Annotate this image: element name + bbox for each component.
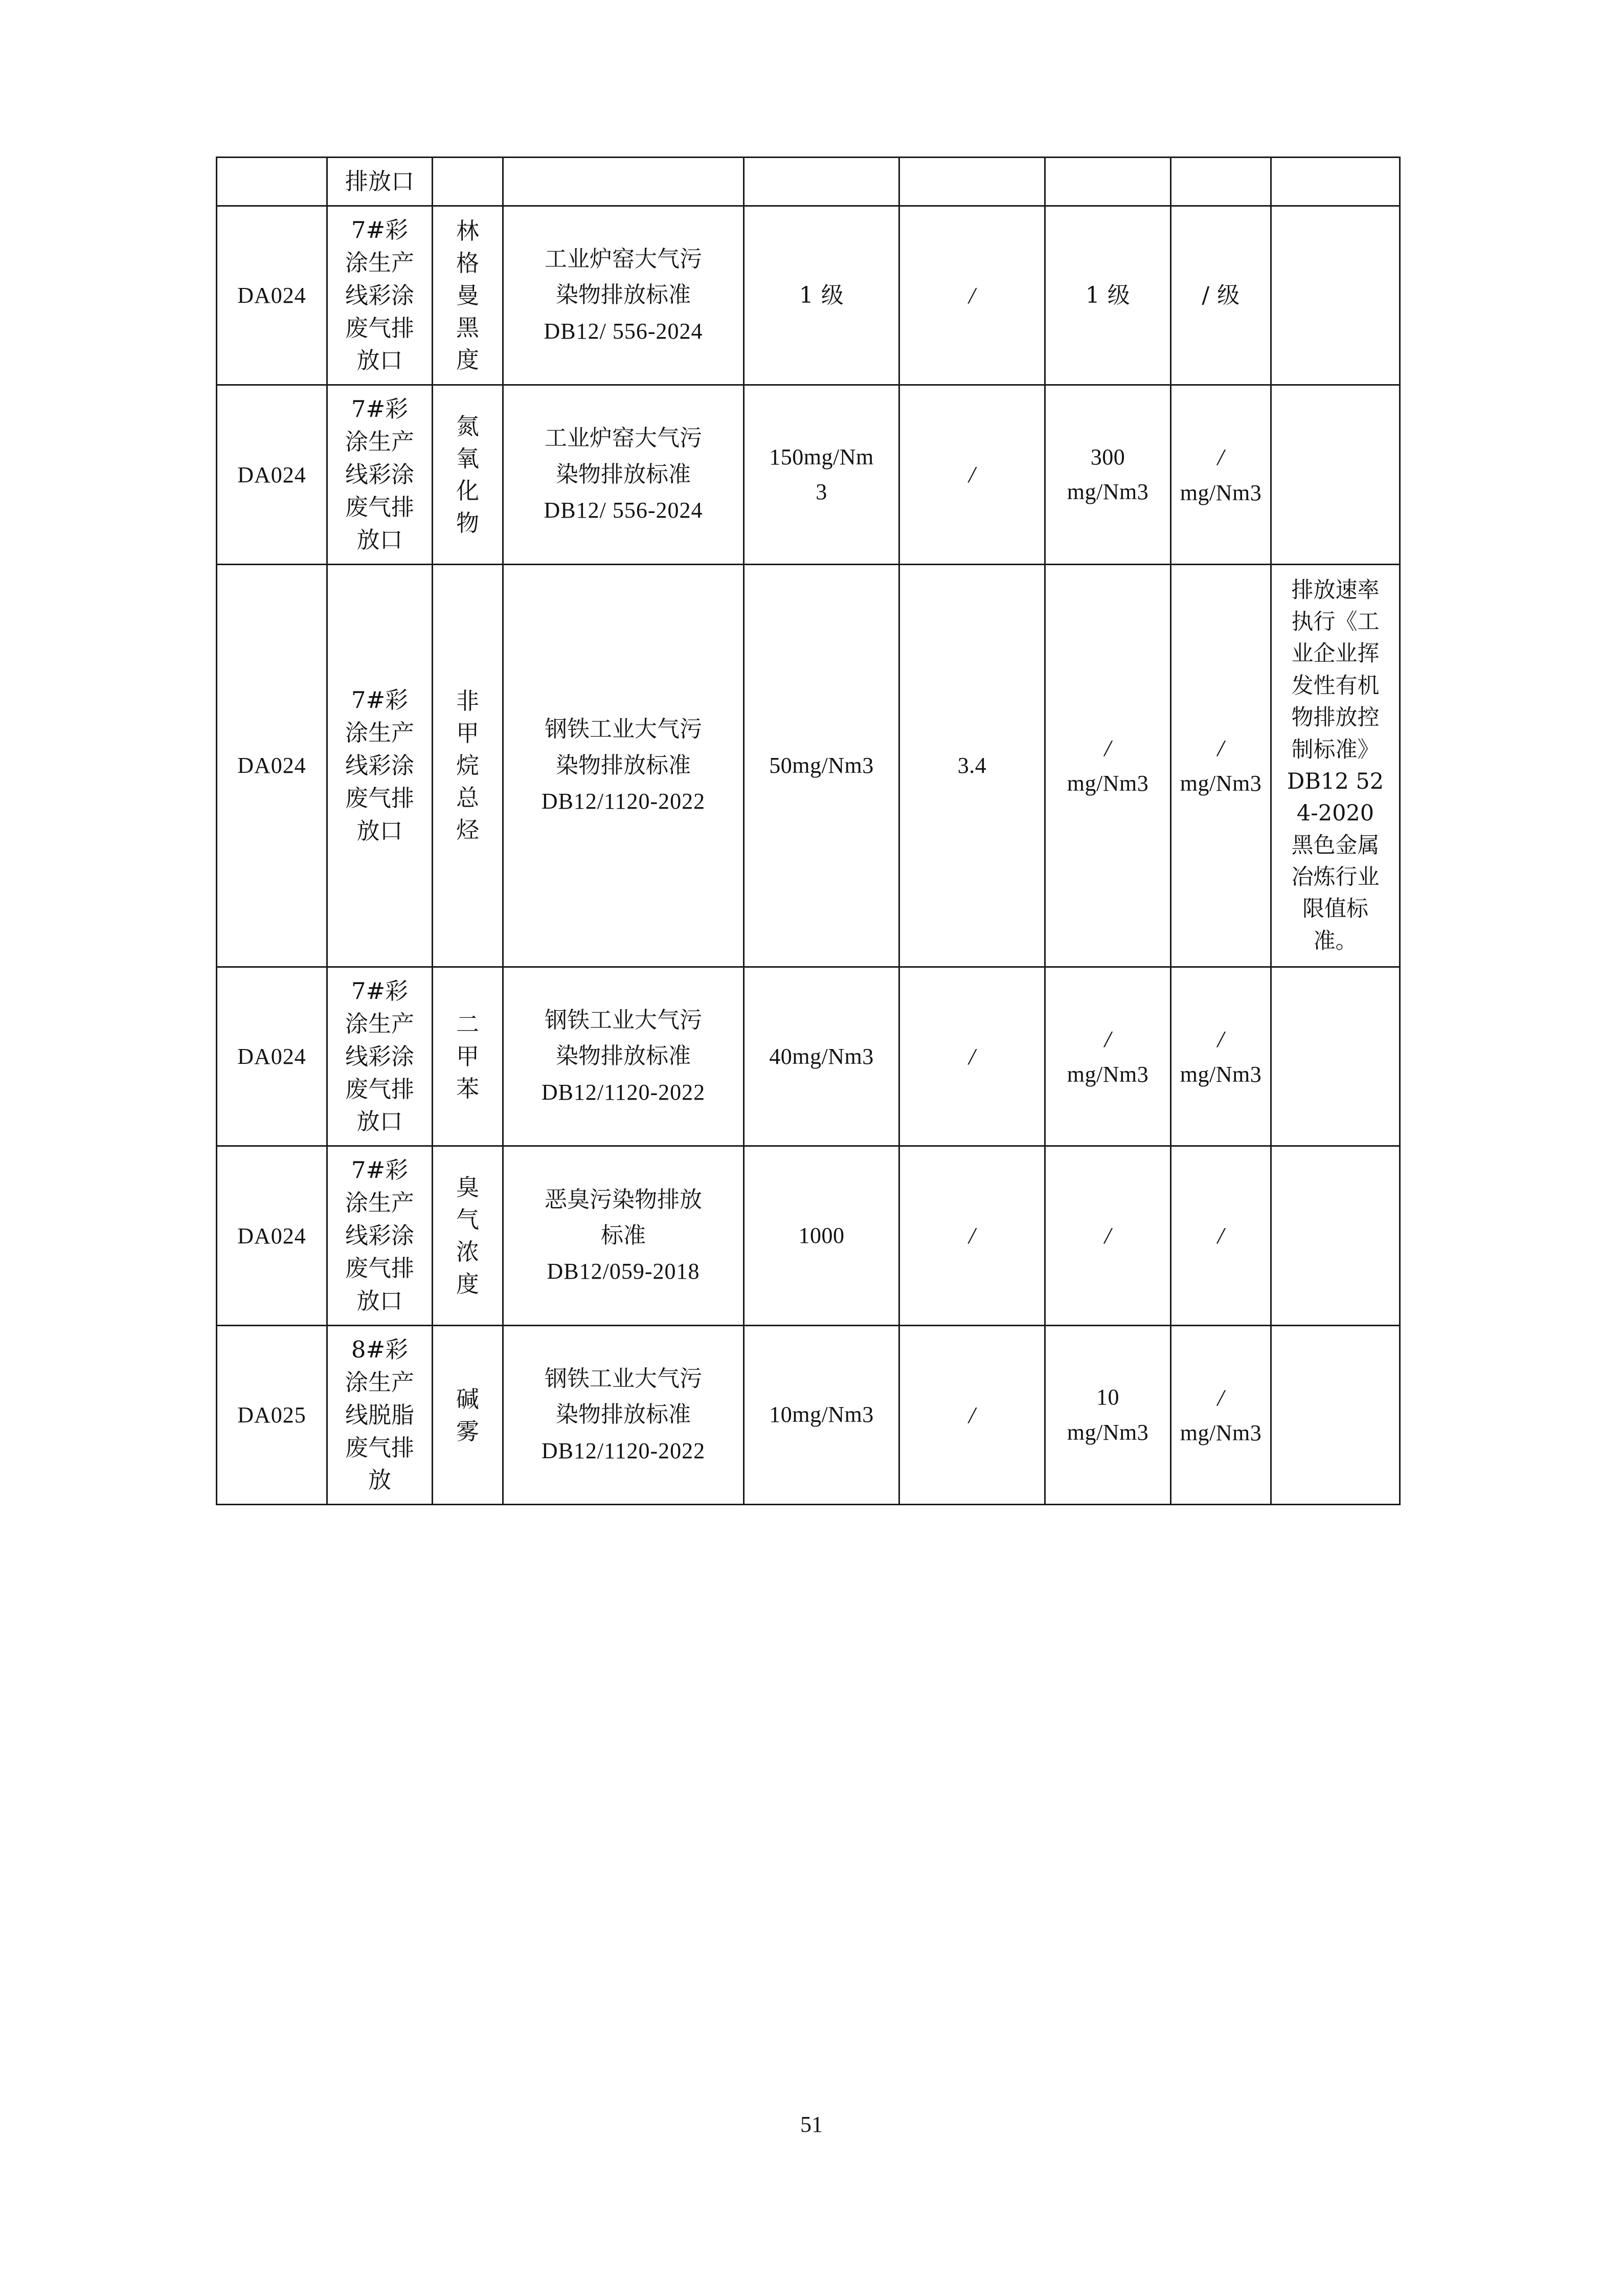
cell-pollutant bbox=[433, 1146, 503, 1325]
cell-rate bbox=[899, 385, 1045, 564]
emission-standards-table bbox=[216, 157, 1401, 1505]
cell-value-b bbox=[1171, 1146, 1271, 1325]
standard-text: 恶臭污染物排放 标准 DB12/059-2018 bbox=[545, 1186, 702, 1284]
cell-outlet-name bbox=[327, 564, 433, 967]
empty-cell bbox=[1272, 171, 1399, 192]
cell-remark bbox=[1271, 1325, 1400, 1504]
cell-remark bbox=[1271, 1146, 1400, 1325]
cell-standard bbox=[503, 385, 744, 564]
cell-standard bbox=[503, 1325, 744, 1504]
cell-value: / mg/Nm3 bbox=[1180, 444, 1262, 505]
cell-remark bbox=[1271, 385, 1400, 564]
cell-value: 1000 bbox=[798, 1223, 845, 1248]
table-row bbox=[217, 385, 1400, 564]
table-row bbox=[217, 158, 1400, 206]
emission-standards-table-body bbox=[217, 158, 1400, 1505]
cell-value-b bbox=[1171, 564, 1271, 967]
cell-outlet-code bbox=[217, 967, 327, 1146]
outlet-name-text: 7#彩涂生产线彩涂废气排放口 bbox=[345, 977, 414, 1135]
empty-cell bbox=[1272, 1046, 1399, 1067]
table-row bbox=[217, 1146, 1400, 1325]
cell-limit bbox=[744, 206, 899, 385]
cell-value-a bbox=[1045, 1146, 1171, 1325]
cell-limit bbox=[744, 385, 899, 564]
remark-text: 排放速率执行《工业企业挥发性有机物排放控制标准》DB12 524-2020 黑色金属冶炼行业限值标准。 bbox=[1287, 577, 1384, 954]
cell-outlet-code bbox=[217, 158, 327, 206]
empty-cell bbox=[1272, 464, 1399, 485]
cell-value-b bbox=[1171, 967, 1271, 1146]
cell-value: 10 mg/Nm3 bbox=[1067, 1385, 1149, 1445]
pollutant-text: 非甲烷总烃 bbox=[456, 687, 479, 844]
cell-outlet-code bbox=[217, 564, 327, 967]
outlet-name-text: 7#彩涂生产线彩涂废气排放口 bbox=[345, 1156, 414, 1314]
cell-value: / bbox=[968, 1043, 976, 1069]
cell-outlet-code bbox=[217, 1325, 327, 1504]
standard-text: 钢铁工业大气污 染物排放标准 DB12/1120-2022 bbox=[541, 716, 706, 814]
cell-value: / mg/Nm3 bbox=[1067, 735, 1149, 796]
cell-value: 40mg/Nm3 bbox=[769, 1043, 874, 1069]
outlet-name-text: 7#彩涂生产线彩涂废气排放口 bbox=[345, 216, 414, 374]
cell-limit bbox=[744, 1325, 899, 1504]
table-row bbox=[217, 564, 1400, 967]
cell-rate bbox=[899, 967, 1045, 1146]
cell-outlet-name bbox=[327, 967, 433, 1146]
cell-standard bbox=[503, 967, 744, 1146]
cell-limit bbox=[744, 1146, 899, 1325]
cell-remark bbox=[1271, 206, 1400, 385]
empty-cell bbox=[1272, 1405, 1399, 1425]
outlet-name-text: 7#彩涂生产线彩涂废气排放口 bbox=[345, 395, 414, 553]
cell-value: / bbox=[1217, 1222, 1225, 1249]
outlet-name-text: 排放口 bbox=[345, 168, 414, 195]
outlet-code-text: DA024 bbox=[237, 462, 306, 487]
pollutant-text: 碱雾 bbox=[456, 1385, 479, 1445]
standard-text: 工业炉窑大气污 染物排放标准 DB12/ 556-2024 bbox=[544, 425, 703, 523]
cell-value: / bbox=[1104, 1222, 1112, 1249]
empty-cell bbox=[900, 171, 1044, 192]
cell-value: / bbox=[968, 461, 976, 488]
cell-value-a bbox=[1045, 967, 1171, 1146]
cell-limit bbox=[744, 564, 899, 967]
cell-standard bbox=[503, 158, 744, 206]
cell-pollutant bbox=[433, 158, 503, 206]
emission-standards-table-wrapper bbox=[216, 157, 1399, 1505]
pollutant-text: 臭气浓度 bbox=[456, 1174, 479, 1298]
empty-cell bbox=[1046, 171, 1170, 192]
page-number: 51 bbox=[800, 2112, 823, 2137]
cell-outlet-code bbox=[217, 206, 327, 385]
cell-value: / mg/Nm3 bbox=[1067, 1026, 1149, 1087]
outlet-code-text: DA024 bbox=[237, 283, 306, 308]
cell-value: 150mg/Nm 3 bbox=[769, 444, 874, 505]
cell-value: / bbox=[968, 282, 976, 308]
cell-value: 50mg/Nm3 bbox=[769, 752, 874, 778]
cell-outlet-code bbox=[217, 385, 327, 564]
cell-outlet-name bbox=[327, 206, 433, 385]
cell-value-b bbox=[1171, 385, 1271, 564]
table-row bbox=[217, 1325, 1400, 1504]
cell-value-a bbox=[1045, 158, 1171, 206]
cell-value: 10mg/Nm3 bbox=[769, 1402, 874, 1428]
pollutant-text: 二甲苯 bbox=[456, 1011, 479, 1103]
empty-cell bbox=[433, 171, 502, 192]
cell-rate bbox=[899, 564, 1045, 967]
outlet-code-text: DA024 bbox=[237, 753, 306, 778]
cell-pollutant bbox=[433, 385, 503, 564]
empty-cell bbox=[1171, 171, 1270, 192]
empty-cell bbox=[745, 171, 898, 192]
cell-rate bbox=[899, 1325, 1045, 1504]
outlet-code-text: DA025 bbox=[237, 1402, 306, 1428]
empty-cell bbox=[504, 171, 743, 192]
cell-value: / bbox=[968, 1401, 976, 1428]
cell-value: 1 级 bbox=[799, 282, 844, 308]
cell-pollutant bbox=[433, 967, 503, 1146]
cell-value: / mg/Nm3 bbox=[1180, 1384, 1262, 1446]
cell-rate bbox=[899, 1146, 1045, 1325]
cell-value-b bbox=[1171, 158, 1271, 206]
cell-outlet-name bbox=[327, 1146, 433, 1325]
cell-value: 1 级 bbox=[1085, 282, 1131, 308]
empty-cell bbox=[1272, 285, 1399, 306]
cell-pollutant bbox=[433, 1325, 503, 1504]
cell-pollutant bbox=[433, 564, 503, 967]
cell-value: / bbox=[968, 1222, 976, 1249]
empty-cell bbox=[217, 171, 326, 192]
cell-value: 300 mg/Nm3 bbox=[1067, 444, 1149, 505]
cell-outlet-code bbox=[217, 1146, 327, 1325]
outlet-name-text: 7#彩涂生产线彩涂废气排放口 bbox=[345, 686, 414, 844]
pollutant-text: 氮氧化物 bbox=[456, 413, 479, 537]
cell-value-a bbox=[1045, 1325, 1171, 1504]
cell-value-a bbox=[1045, 385, 1171, 564]
cell-limit bbox=[744, 158, 899, 206]
pollutant-text: 林格曼黑度 bbox=[456, 217, 479, 374]
cell-value: / mg/Nm3 bbox=[1180, 735, 1262, 796]
standard-text: 钢铁工业大气污 染物排放标准 DB12/1120-2022 bbox=[541, 1365, 706, 1463]
cell-remark bbox=[1271, 158, 1400, 206]
cell-rate bbox=[899, 206, 1045, 385]
standard-text: 工业炉窑大气污 染物排放标准 DB12/ 556-2024 bbox=[544, 246, 703, 344]
cell-limit bbox=[744, 967, 899, 1146]
empty-cell bbox=[1272, 1225, 1399, 1246]
cell-outlet-name bbox=[327, 158, 433, 206]
standard-text: 钢铁工业大气污 染物排放标准 DB12/1120-2022 bbox=[541, 1007, 706, 1105]
cell-remark bbox=[1271, 967, 1400, 1146]
cell-pollutant bbox=[433, 206, 503, 385]
outlet-name-text: 8#彩涂生产线脱脂废气排放 bbox=[345, 1335, 414, 1494]
table-row bbox=[217, 206, 1400, 385]
cell-value-b bbox=[1171, 1325, 1271, 1504]
table-row bbox=[217, 967, 1400, 1146]
outlet-code-text: DA024 bbox=[237, 1044, 306, 1069]
cell-value-a bbox=[1045, 206, 1171, 385]
cell-standard bbox=[503, 1146, 744, 1325]
cell-outlet-name bbox=[327, 1325, 433, 1504]
cell-value-a bbox=[1045, 564, 1171, 967]
cell-rate bbox=[899, 158, 1045, 206]
cell-value: / 级 bbox=[1202, 282, 1240, 308]
cell-value-b bbox=[1171, 206, 1271, 385]
cell-value: / mg/Nm3 bbox=[1180, 1026, 1262, 1087]
cell-remark bbox=[1271, 564, 1400, 967]
cell-standard bbox=[503, 564, 744, 967]
cell-value: 3.4 bbox=[957, 752, 987, 778]
cell-standard bbox=[503, 206, 744, 385]
outlet-code-text: DA024 bbox=[237, 1223, 306, 1249]
cell-outlet-name bbox=[327, 385, 433, 564]
